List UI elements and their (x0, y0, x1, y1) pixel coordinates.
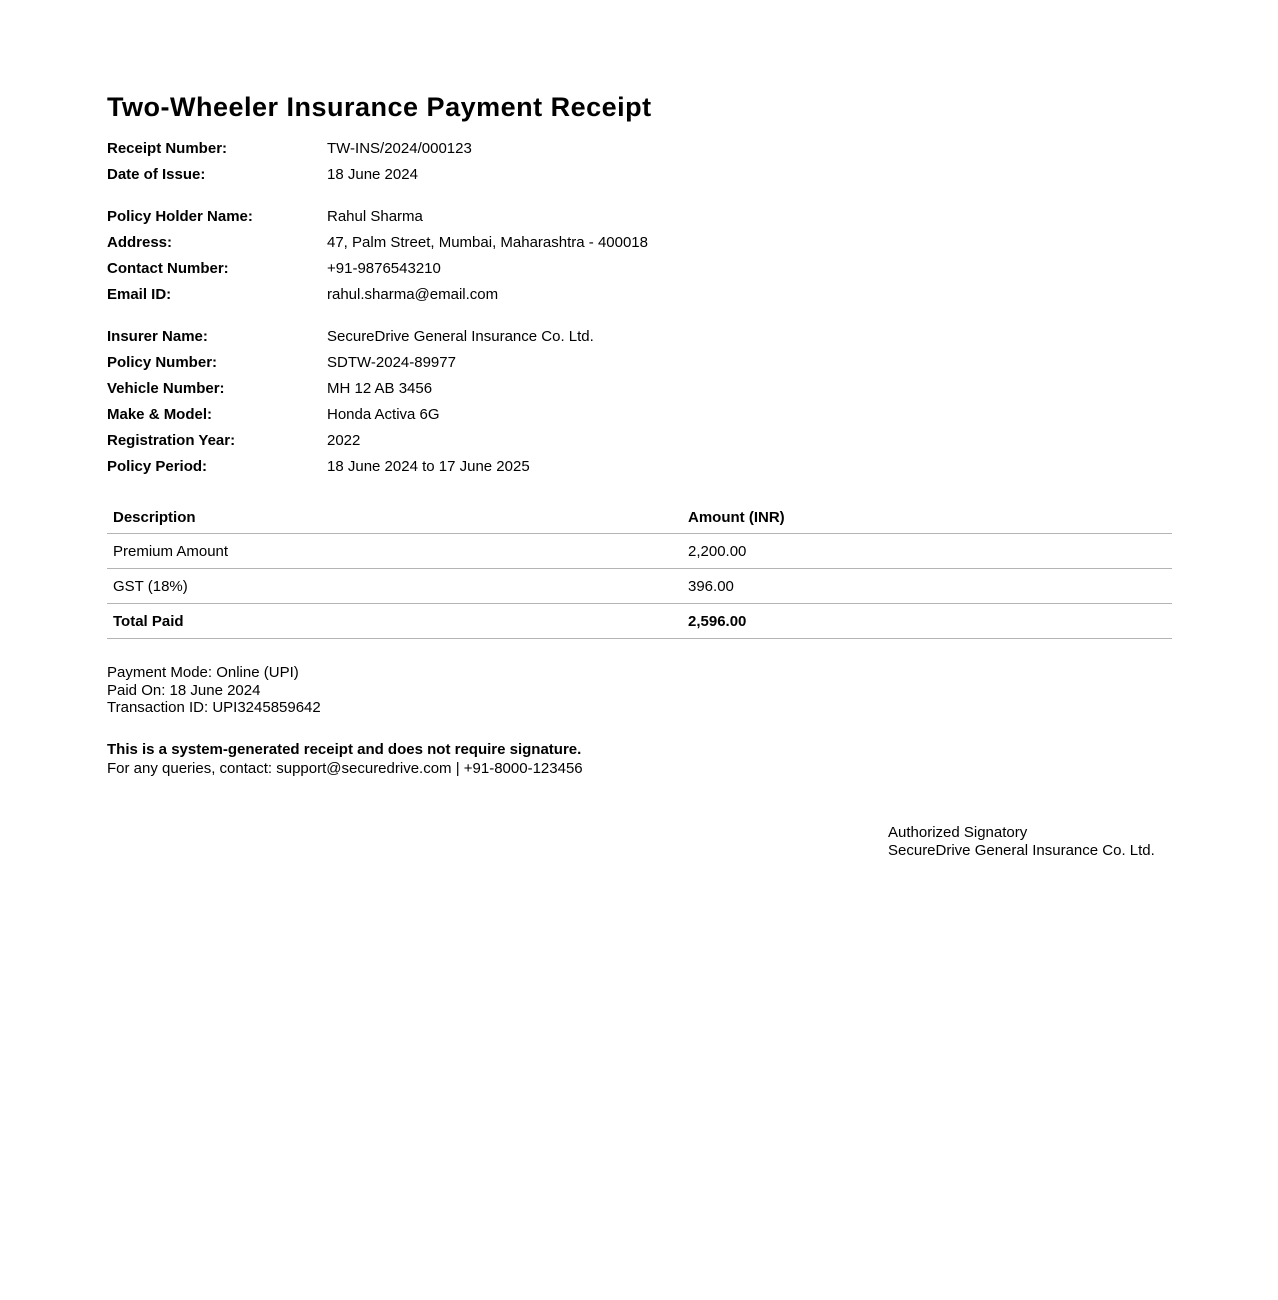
charges-table (107, 502, 1172, 639)
cell-total-amount: 2,596.00 (682, 604, 1172, 639)
meta-row-holder-name (107, 203, 1172, 229)
meta-row-date-of-issue (107, 161, 1172, 187)
field-value: Rahul Sharma (327, 207, 423, 225)
meta-row-address (107, 229, 1172, 255)
cell-amount: 2,200.00 (682, 534, 1172, 569)
field-label: Policy Period: (107, 457, 208, 475)
field-label: Receipt Number: (107, 139, 228, 157)
table-row-gst (107, 569, 1172, 604)
field-label: Email ID: (107, 285, 172, 303)
field-value: 18 June 2024 to 17 June 2025 (327, 457, 530, 475)
field-label: Insurer Name: (107, 327, 208, 345)
cell-total-label: Total Paid (107, 604, 682, 639)
system-generated-notice: This is a system-generated receipt and does not require signature. (107, 740, 582, 758)
field-value: 18 June 2024 (327, 165, 418, 183)
field-value: +91-9876543210 (327, 259, 441, 277)
field-label: Make & Model: (107, 405, 213, 423)
cell-description: Premium Amount (107, 534, 682, 569)
field-value: SDTW-2024-89977 (327, 353, 456, 371)
meta-row-contact-number (107, 255, 1172, 281)
charges-table-header-row (107, 502, 1172, 534)
field-value: 47, Palm Street, Mumbai, Maharashtra - 400018 (327, 233, 648, 251)
field-value: SecureDrive General Insurance Co. Ltd. (327, 327, 594, 345)
meta-row-registration-year (107, 427, 1172, 453)
column-header-description: Description (107, 502, 682, 534)
signature-block (888, 824, 1172, 860)
meta-row-vehicle-number (107, 375, 1172, 401)
meta-row-receipt-number (107, 135, 1172, 161)
meta-row-policy-period (107, 453, 1172, 479)
column-header-amount: Amount (INR) (682, 502, 1172, 534)
table-row-total-paid (107, 604, 1172, 639)
field-label: Date of Issue: (107, 165, 206, 183)
field-label: Address: (107, 233, 173, 251)
field-label: Contact Number: (107, 259, 229, 277)
receipt-meta-section (107, 135, 1172, 187)
field-label: Vehicle Number: (107, 379, 225, 397)
meta-row-insurer-name (107, 323, 1172, 349)
policy-holder-section (107, 203, 1172, 307)
field-value: 2022 (327, 431, 361, 449)
authorized-signatory-label: Authorized Signatory (888, 823, 1028, 841)
payment-info-section (107, 664, 1172, 717)
footer-notice (107, 740, 1172, 778)
field-label: Policy Holder Name: (107, 207, 253, 225)
payment-mode-line: Payment Mode: Online (UPI) (107, 664, 299, 681)
meta-row-policy-number (107, 349, 1172, 375)
field-value: rahul.sharma@email.com (327, 285, 499, 303)
signatory-company-name: SecureDrive General Insurance Co. Ltd. (888, 841, 1155, 859)
field-value: TW-INS/2024/000123 (327, 139, 472, 157)
field-label: Policy Number: (107, 353, 218, 371)
page-title: Two-Wheeler Insurance Payment Receipt (107, 92, 652, 122)
meta-row-make-model (107, 401, 1172, 427)
cell-amount: 396.00 (682, 569, 1172, 604)
cell-description: GST (18%) (107, 569, 682, 604)
field-value: MH 12 AB 3456 (327, 379, 433, 397)
policy-details-section (107, 323, 1172, 479)
meta-row-email-id (107, 281, 1172, 307)
transaction-id-line: Transaction ID: UPI3245859642 (107, 699, 321, 716)
support-contact-line: For any queries, contact: support@securedrive.com | +91-8000-123456 (107, 759, 583, 777)
receipt-document (107, 93, 1172, 860)
table-row-premium (107, 534, 1172, 569)
field-value: Honda Activa 6G (327, 405, 440, 423)
paid-on-line: Paid On: 18 June 2024 (107, 681, 261, 699)
field-label: Registration Year: (107, 431, 236, 449)
